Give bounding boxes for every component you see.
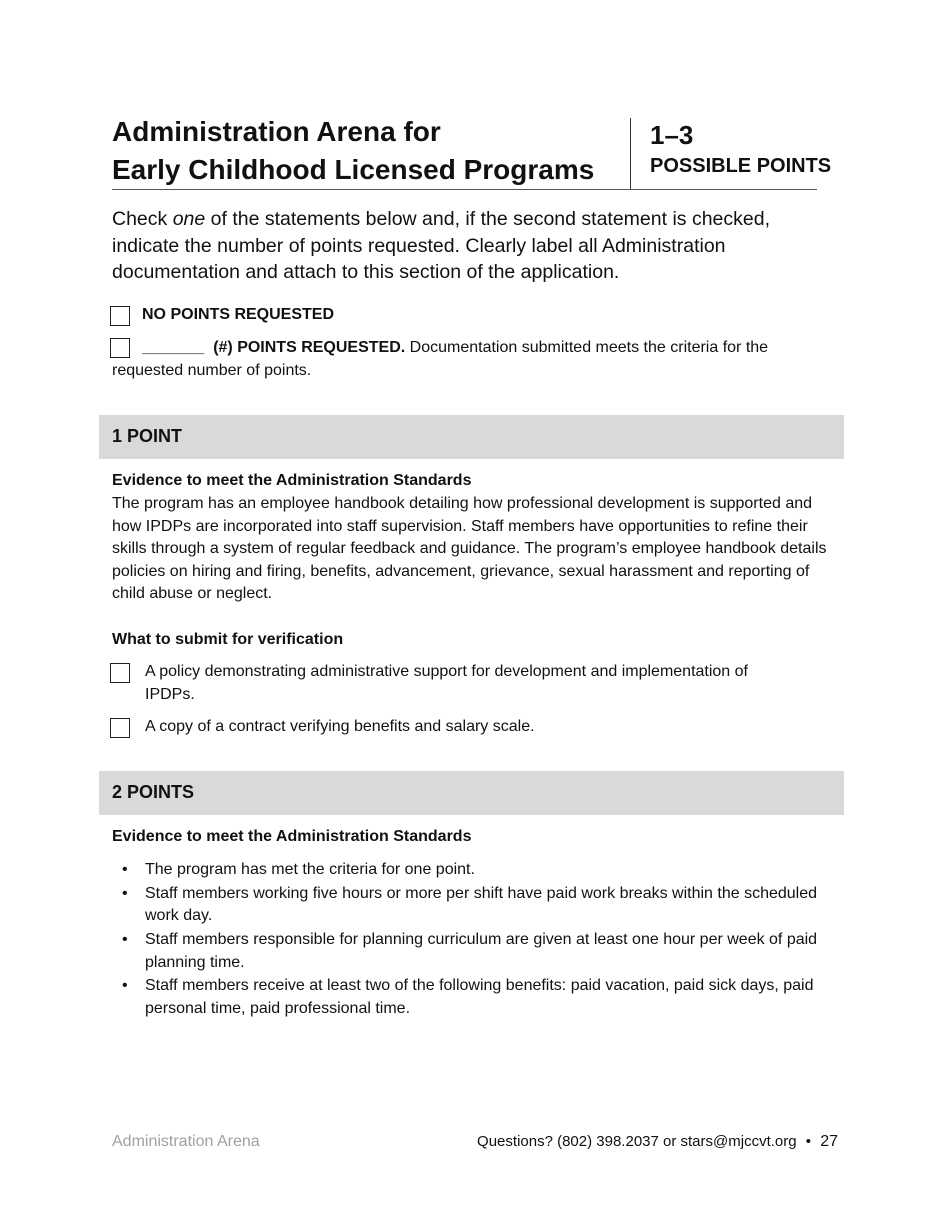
page-title	[112, 113, 622, 189]
footer-contact-text: Questions? (802) 398.2037 or stars@mjccvt.org	[477, 1133, 797, 1150]
intro-pre: Check	[112, 208, 173, 230]
submit-heading: What to submit for verification	[112, 631, 344, 648]
title-line-2: Early Childhood Licensed Programs	[112, 154, 595, 185]
section-1-header	[99, 415, 844, 459]
list-item: • The program has met the criteria for one point.	[112, 859, 837, 882]
section-1-heading: 1 POINT	[112, 426, 183, 446]
header-divider-horizontal	[112, 189, 817, 190]
header-divider-vertical	[630, 118, 631, 190]
points-requested-line2: requested number of points.	[112, 361, 312, 379]
submit-item-2: A copy of a contract verifying benefits and salary scale.	[145, 718, 535, 735]
points-requested-text	[112, 337, 832, 382]
section-1-evidence-heading: Evidence to meet the Administration Standards	[112, 472, 472, 489]
section-2-heading: 2 POINTS	[112, 782, 195, 802]
section-2-header	[99, 771, 844, 815]
intro-paragraph	[112, 206, 832, 286]
section-1-evidence-text: The program has an employee handbook detailing how professional development is supported and how IPDPs are incorporated into staff supervision. Staff members have opportunities to refine their skills through a system of regular feedback and guidance. The program’s employee handbook details policies on hiring and firing, benefits, advancement, grievance, sexual harassment and reporting of child abuse or neglect.	[112, 495, 827, 602]
list-item: • Staff members responsible for planning curriculum are given at least one hour per week of paid planning time.	[112, 929, 837, 974]
no-points-label: NO POINTS REQUESTED	[142, 306, 335, 323]
page-number: 27	[820, 1133, 838, 1150]
section-2-evidence-heading: Evidence to meet the Administration Standards	[112, 828, 472, 845]
submit-item-1: A policy demonstrating administrative support for development and implementation of IPDPs.	[145, 663, 748, 703]
points-requested-rest: Documentation submitted meets the criteria for the	[405, 339, 769, 356]
intro-post: of the statements below and, if the second statement is checked, indicate the number of points requested. Clearly label all Administration documentation and attach to this section of the application.	[112, 208, 770, 283]
points-blank[interactable]: _______	[142, 339, 205, 356]
intro-emphasis: one	[172, 208, 206, 230]
footer-separator: •	[805, 1133, 812, 1150]
submit-item-2-checkbox[interactable]	[110, 718, 130, 738]
no-points-checkbox[interactable]	[110, 306, 130, 326]
footer-contact	[477, 1131, 838, 1153]
submit-item-1-checkbox[interactable]	[110, 663, 130, 683]
list-item: • Staff members working five hours or more per shift have paid work breaks within the scheduled work day.	[112, 883, 837, 928]
list-item: • Staff members receive at least two of the following benefits: paid vacation, paid sick days, paid personal time, paid professional time.	[112, 975, 837, 1020]
points-range: 1–3	[650, 120, 694, 150]
points-label: POSSIBLE POINTS	[650, 155, 832, 177]
footer-section-name: Administration Arena	[112, 1133, 260, 1150]
points-requested-bold: (#) POINTS REQUESTED.	[213, 339, 406, 356]
section-2-bullet-list	[112, 859, 837, 1022]
title-line-1: Administration Arena for	[112, 116, 441, 147]
